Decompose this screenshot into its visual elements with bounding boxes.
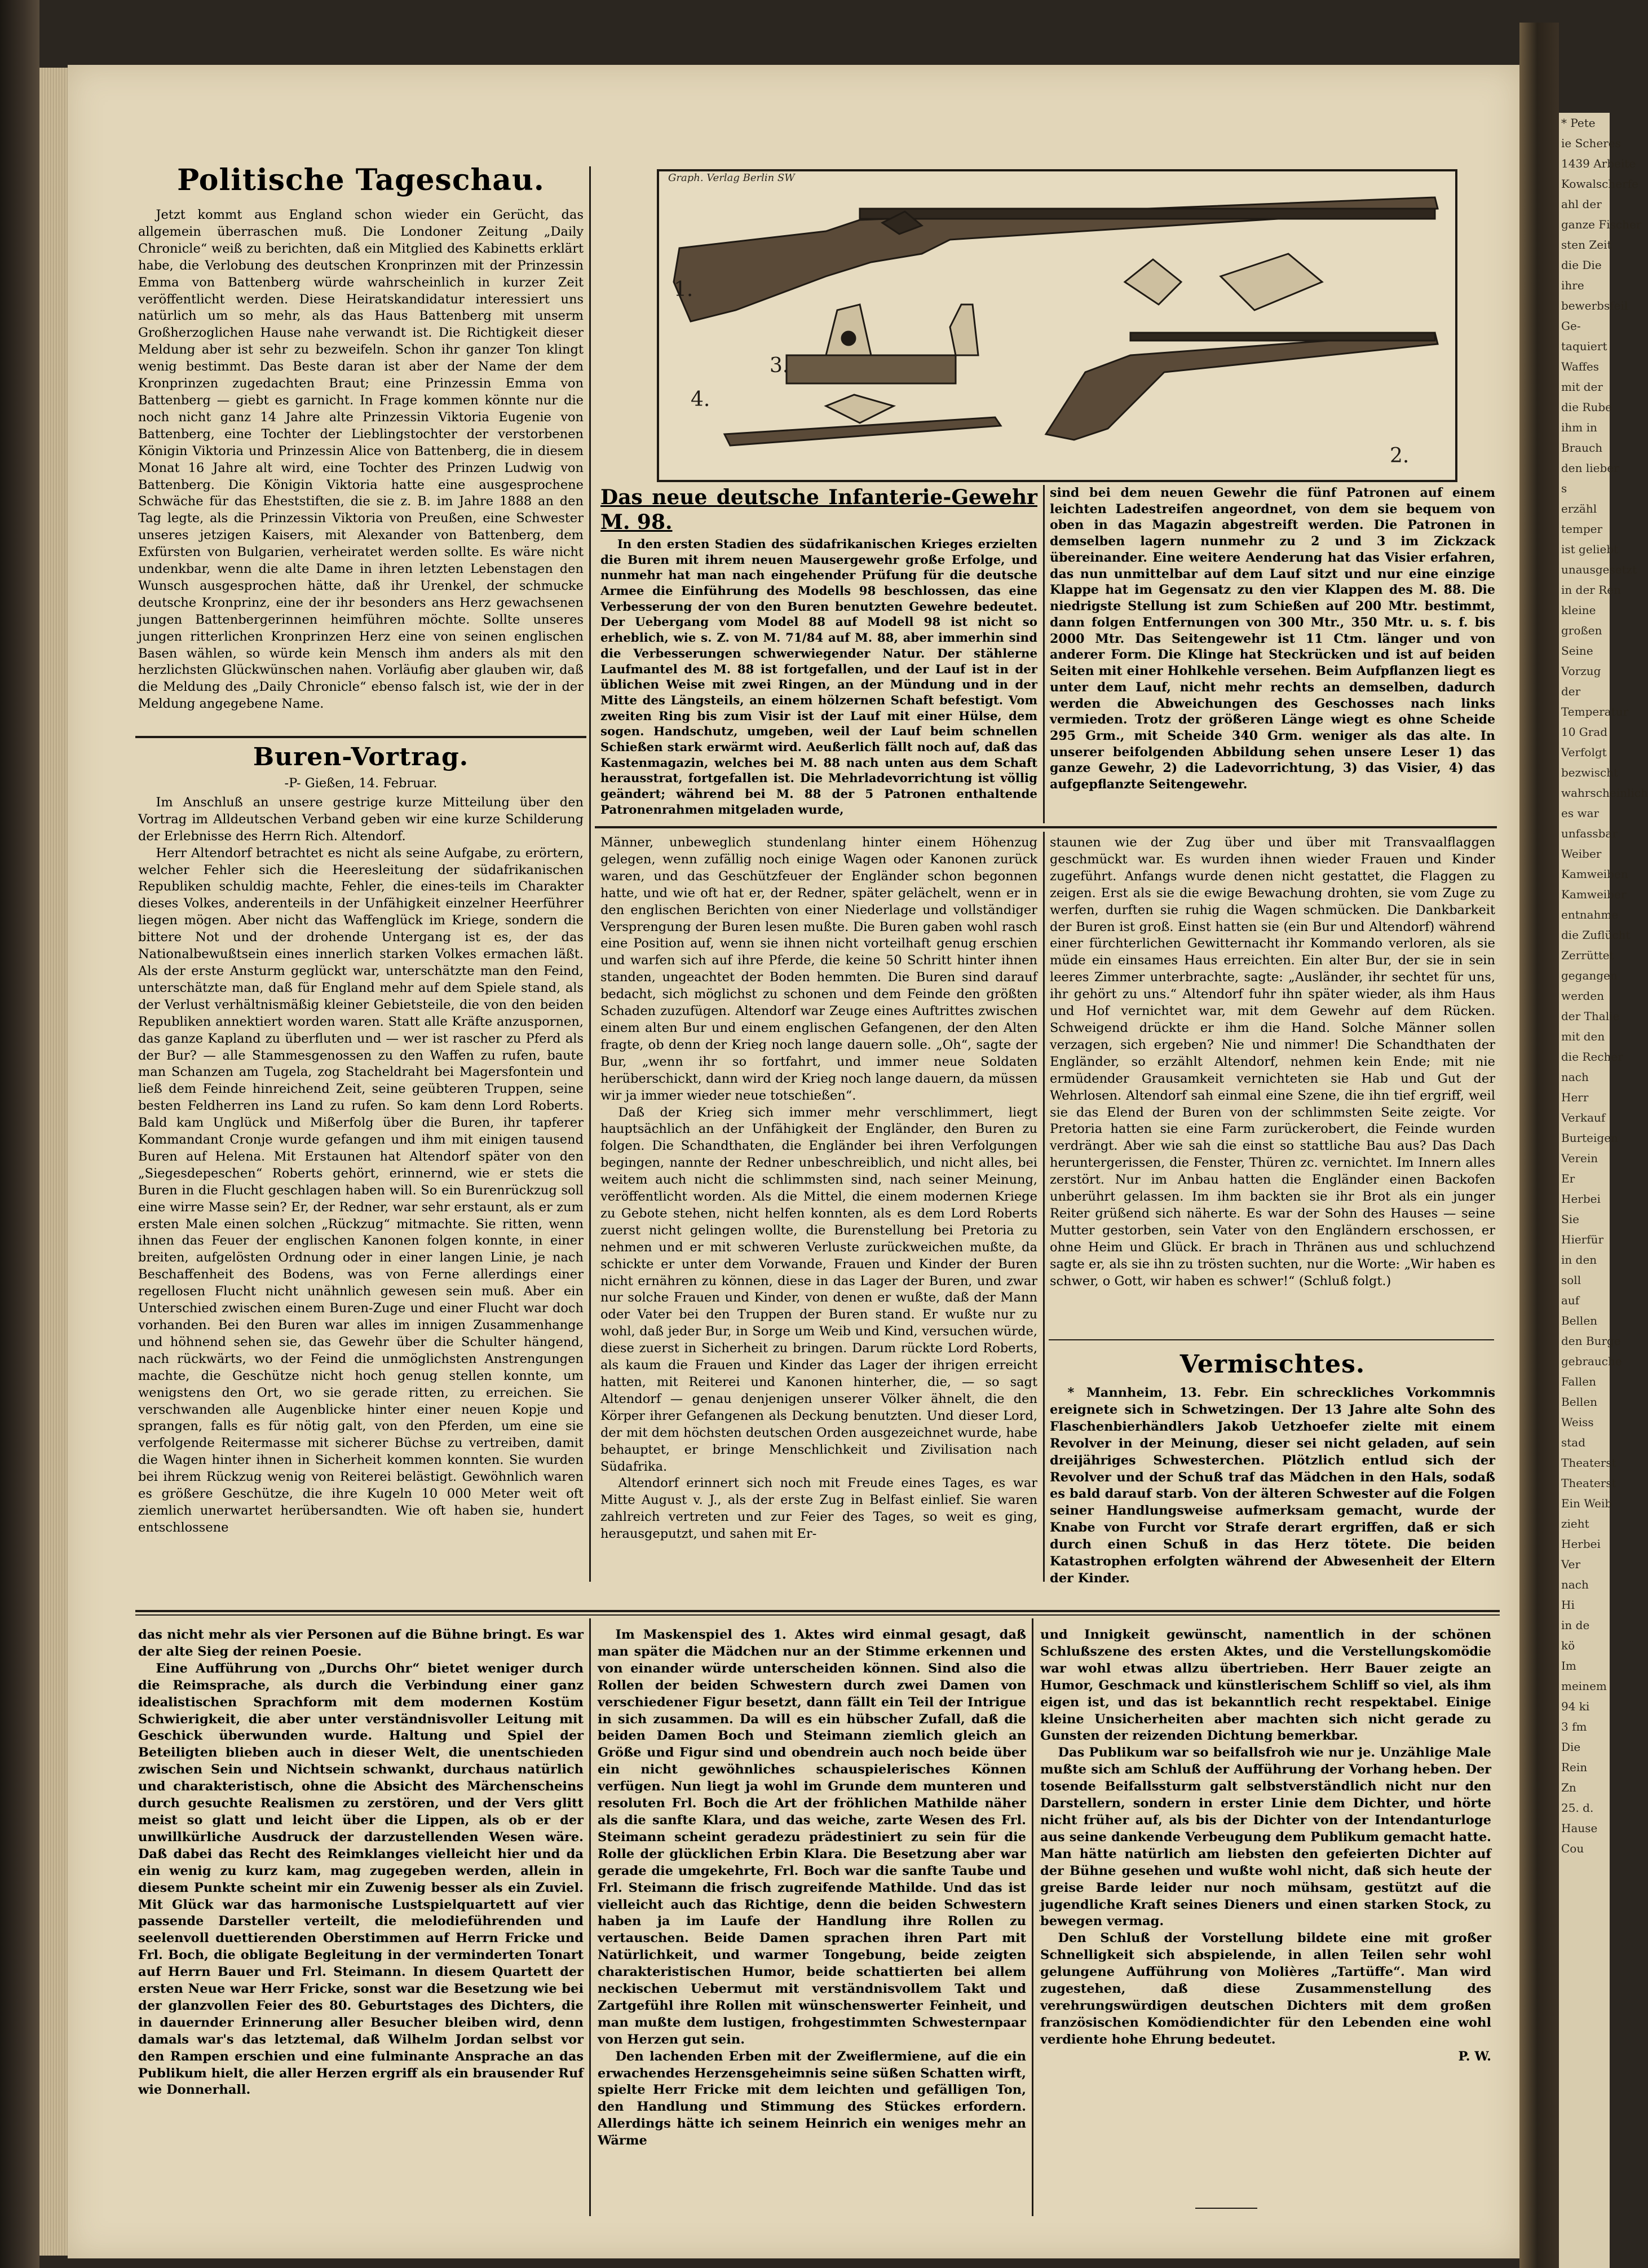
facing-page-text-fragment: Sie xyxy=(1561,1212,1579,1226)
facing-page-text-fragment: bewerbsfeil xyxy=(1561,299,1628,312)
facing-page-text-fragment: s xyxy=(1561,482,1567,495)
facing-page-text-fragment: * Pete xyxy=(1561,116,1596,130)
facing-page-text-fragment: Weiber xyxy=(1561,847,1602,861)
facing-page-text-fragment: Seine xyxy=(1561,644,1593,658)
article-paragraph: Im Maskenspiel des 1. Aktes wird einmal gesagt, daß man später die Mädchen nur an der Stimme erkennen und von einander würde unterscheiden können. Sind also die Rollen der beiden Schwestern durch zwei Damen von verschiedener Figur besetzt, dann fällt ein Teil der Intrigue in sich zusammen. Da will es ein hübscher Zufall, daß die beiden Damen Boch und Steimann ziemlich gleich an Größe und Figur sind und obendrein auch noch beide über ein nicht gewöhnliches schauspielerisches Können verfügen. Nun liegt ja wohl im Grunde dem munteren und resoluten Frl. Boch die Art der fröhlichen Mathilde näher als die sanfte Klara, und das weiche, zarte Wesen des Frl. Steimann scheint geradezu prädestiniert zu sein für die Rolle der glücklichen Erbin Klara. Die Besetzung aber war gerade die umgekehrte, Frl. Boch war die sanfte Taube und Frl. Steimann die frisch zugreifende Mathilde. Und das ist vielleicht auch das Richtige, denn die beiden Schwestern haben ja im Laufe der Handlung ihre Rollen zu vertauschen. Beide Damen sprachen ihren Part mit Natürlichkeit, und warmer Tongebung, beide zeigten charakteristischen Humor, beide schattierten bei allem neckischen Uebermut mit verständnisvollem Takt und Zartgefühl ihre Rollen mit wünschenswerter Feinheit, und man mußte dem lustigen, frohgestimmten Schwesternpaar von Herzen gut sein. xyxy=(598,1627,1026,2047)
left-column-lower xyxy=(138,742,584,1537)
facing-page-text-fragment: ihre xyxy=(1561,279,1584,292)
figure-label-1: 1. xyxy=(674,278,693,301)
column-rule-left xyxy=(589,166,591,1582)
facing-page-text-fragment: Verein xyxy=(1561,1151,1598,1165)
right-upper-column xyxy=(1050,485,1495,793)
facing-page-text-fragment: meinem xyxy=(1561,1679,1607,1693)
column-rule-bottom-right xyxy=(1032,1618,1033,2216)
right-lower-column xyxy=(1050,835,1495,1290)
facing-page-text-fragment: 25. d. xyxy=(1561,1801,1594,1815)
facing-page-text-fragment: Cou xyxy=(1561,1842,1584,1855)
facing-page-text-fragment: den lieber xyxy=(1561,461,1619,475)
article-paragraph: Altendorf erinnert sich noch mit Freude eines Tages, es war Mitte August v. J., als der erste Zug in Belfast einlief. Sie waren zahlreich vertreten und zur Feier des Tages, so weit es ging, herausgeputzt, und sahen mit Er- xyxy=(600,1476,1037,1542)
column-rule-upper-mid xyxy=(1043,485,1045,823)
facing-page-text-fragment: 1439 Arbeite xyxy=(1561,157,1636,170)
facing-page-text-fragment: die Rube xyxy=(1561,400,1612,414)
left-column xyxy=(138,161,584,713)
facing-page-text-fragment: ist geliebt xyxy=(1561,542,1619,556)
article-paragraph: Herr Altendorf betrachtet es nicht als seine Aufgabe, zu erörtern, welcher Fehler sich die Heeresleitung der südafrikanischen Republiken schuldig machte, Fehler, die eines-teils im Charakter dieses Volkes, anderenteils in der Unfähigkeit einzelner Heerführer liegen mögen. Aber nicht das Waffenglück im Kriege, sondern die bittere Not und der drohende Untergang ist es, der das Nationalbewußtsein eines innerlich starken Volkes ermachen läßt. Als der erste Ansturm geglückt war, unterschätzte man den Feind, unterschätzte man, daß für England mehr auf dem Spiele stand, als der Verlust verhältnismäßig kleiner Gebietsteile, die von den beiden Republiken annektiert worden waren. Statt alle Kräfte anzuspornen, das ganze Kapland zu überfluten und — wer ist rascher zu Pferd als der Bur? — alle Stammesgenossen zu den Waffen zu rufen, baute man Schanzen am Tugela, zog Stacheldraht bei Magersfontein und ließ dem Feinde hinreichend Zeit, seine geübteren Truppen, seine besten Feldherren ins Land zu rufen. So kam denn Lord Roberts. Bald kam Unglück und Mißerfolg über die Buren, ihr tapferer Kommandant Cronje wurde gefangen und ihm mit einigen tausend Buren auf Helena. Mit Erstaunen hat Altendorf später von den „Siegesdepeschen“ Roberts gehört, erinnernd, wie er stets die Buren in die Flucht geschlagen haben will. So ein Burenrückzug soll eine wirre Masse sein? Er, der Redner, war sehr erstaunt, als er zum ersten Male einen solchen „Rückzug“ mitmachte. Sie ritten, wenn ihnen das Feuer der englischen Kanonen folgen konnte, in einer breiten, aufgelösten Ordnung oder in einer langen Linie, je nach Beschaffenheit des Bodens, was von Ferne allerdings einer regellosen Flucht nicht unähnlich gewesen sein muß. Aber ein Unterschied zwischen einem Buren-Zuge und einer Flucht war doch vorhanden. Bei den Buren war alles im innigen Zusammenhange und höhnend sehen sie, das Gewehr über die Schulter hängend, nach rückwärts, wo der Feind die unmöglichsten Anstrengungen machte, die Geschütze nicht hoch genug stellen konnte, um wenigstens den Ort, wo sie gerade ritten, zu erreichen. Sie verschwanden alle Augenblicke hinter einer neuen Kopje und sprangen, falls es für nötig galt, von den Pferden, um eine sie verfolgende Reitermasse mit sicherer Büchse zu vertreiben, damit die Wagen hinter ihnen in Sicherheit kommen konnten. Sie wurden bei ihrem Rückzug wenig von Reiterei belästigt. Gewöhnlich waren es größere Geschütze, die ihre Kugeln 10 000 Meter weit oft ziemlich unerwartet herübersandten. Wie oft haben sie, hundert entschlossene xyxy=(138,845,584,1535)
heading-politische-tagesschau: Politische Tageschau. xyxy=(177,163,545,197)
column-rule-lower-mid xyxy=(1043,832,1045,1582)
facing-page-fragment xyxy=(1559,113,1648,2268)
facing-page-text-fragment: unfassbar xyxy=(1561,827,1618,840)
facing-page-text-fragment: gebrauche xyxy=(1561,1354,1622,1368)
facing-page-text-fragment: die Die xyxy=(1561,258,1602,272)
facing-page-text-fragment: Ge- xyxy=(1561,319,1581,333)
facing-page-text-fragment: Brauch xyxy=(1561,441,1603,455)
facing-page-text-fragment: der xyxy=(1561,685,1581,698)
book-binding xyxy=(0,0,39,2268)
facing-page-text-fragment: Hause xyxy=(1561,1821,1598,1835)
article-paragraph: staunen wie der Zug über und über mit Transvaalflaggen geschmückt war. Es wurden ihnen wieder Frauen und Kinder zugeführt. Anfangs wurde denen nicht gestattet, die Flaggen zu zeigen. Erst als sie die ewige Bewachung drohten, sie vom Zuge zu werfen, durften sie ruhig die Wagen schmücken. Die Dankbarkeit der Buren ist groß. Einst hatten sie (ein Bur und Altendorf) während einer fürchterlichen Gewitternacht ihr Kommando verloren, als sie müde ein einsames Haus erreichten. Ein alter Bur, der sie in sein leeres Zimmer unterbrachte, sagte: „Ausländer, ihr sechtet für uns, ihr gehört zu uns.“ Altendorf fuhr ihn später wieder, als ihm Haus und Hof vernichtet war, mit dem Gewehr auf dem Rücken. Schweigend drückte er ihm die Hand. Solche Männer sollen verzagen, sich ergeben? Nie und nimmer! Die Schandthaten der Engländer, so erzählt Altendorf, nehmen kein Ende; mit nie ermüdender Grausamkeit vernichteten sie Hab und Gut der Wehrlosen. Altendorf sah einmal eine Szene, die ihn tief ergriff, weil sie das Elend der Buren von der schlimmsten Seite zeigte. Vor Pretoria hatten sie eine Farm zurückerobert, die Feinde wurden verdrängt. Aber wie sah die einst so stattliche Bau aus? Das Dach heruntergerissen, die Fenster, Thüren zc. vernichtet. Im Innern alles zerstört. Nur im Anbau hatten die Engländer einen Backofen unberührt gelassen. Im ihm backten sie ihr Brot als ein junger Reiter grüßend sich näherte. Es war der Sohn des Hauses — seine Mutter gestorben, sein Vater von den Engländern erschossen, er ohne Heim und Glück. Er brach in Thränen aus und schluchzend sagte er, als sie ihn zu trösten suchten, nur die Worte: „Wir haben es schwer, o Gott, wir haben es schwer!“ (Schluß folgt.) xyxy=(1050,835,1495,1289)
facing-page-text-fragment: nach xyxy=(1561,1070,1589,1084)
end-rule xyxy=(1195,2208,1257,2209)
right-lower-vermischtes xyxy=(1050,1348,1495,1587)
facing-page-text-fragment: ahl der xyxy=(1561,197,1602,211)
facing-page-text-fragment: entnahme xyxy=(1561,908,1619,921)
facing-page-text-fragment: es war xyxy=(1561,806,1600,820)
facing-page-text-fragment: Hierfür xyxy=(1561,1233,1604,1246)
page-edges xyxy=(39,68,70,2256)
signoff: P. W. xyxy=(1458,2049,1491,2064)
facing-page-text-fragment: Theaterst xyxy=(1561,1476,1616,1490)
facing-page-text-fragment: erzähl xyxy=(1561,502,1597,515)
facing-page-text-fragment: ihm in xyxy=(1561,421,1597,434)
article-paragraph: In den ersten Stadien des südafrikanischen Krieges erzielten die Buren mit ihrem neuen Mausergewehr große Erfolge, und nunmehr hat man nach eingehender Prüfung für die deutsche Armee die Einführung des Modells 98 beschlossen, das eine Verbesserung der von den Buren benutzten Gewehre bedeutet. Der Uebergang vom Model 88 auf Modell 98 ist nicht so erheblich, wie s. Z. von M. 71/84 auf M. 88, aber immerhin sind die Verbesserungen schwerwiegender Natur. Der stählerne Laufmantel des M. 88 ist fortgefallen, und der Lauf ist in der üblichen Weise mit zwei Ringen, an der Mündung und in der Mitte des Längsteils, an einem hölzernen Schaft befestigt. Vom zweiten Ring bis zum Visir ist der Lauf mit einer Hülse, dem sogen. Handschutz, umgeben, weil der Lauf beim schnellen Schießen stark erwärmt wird. Aeußerlich fällt noch auf, daß das Kastenmagazin, welches bei M. 88 nach unten aus dem Schaft herausstrat, fortgefallen ist. Die Mehrladevorrichtung ist völlig geändert; während bei M. 88 der 5 Patronen enthaltende Patronenrahmen mitgeladen wurde, xyxy=(600,537,1037,817)
facing-page-text-fragment: kö xyxy=(1561,1639,1575,1652)
facing-page-text-fragment: mit der xyxy=(1561,380,1603,394)
facing-page-text-fragment: Vorzug xyxy=(1561,664,1601,678)
facing-page-text-fragment: Fallen xyxy=(1561,1375,1596,1388)
facing-page-text-fragment: ganze Fischer xyxy=(1561,218,1642,231)
facing-page-text-fragment: Er xyxy=(1561,1172,1575,1185)
horizontal-rule-vermischtes xyxy=(1049,1339,1494,1340)
rifle-illustration xyxy=(657,169,1457,482)
facing-page-text-fragment: den Burge xyxy=(1561,1334,1621,1348)
facing-page-text-fragment: Herr xyxy=(1561,1091,1589,1104)
facing-page-text-fragment: Im xyxy=(1561,1659,1576,1673)
facing-page-text-fragment: Bellen xyxy=(1561,1314,1598,1327)
facing-page-text-fragment: Burteigen xyxy=(1561,1131,1618,1145)
middle-lower-column xyxy=(600,835,1037,1543)
facing-page-text-fragment: 3 fm xyxy=(1561,1720,1587,1733)
article-paragraph: Daß der Krieg sich immer mehr verschlimmert, liegt hauptsächlich an der Unfähigkeit der Engländer, den Buren zu folgen. Die Schandthaten, die Engländer bei ihren Verfolgungen begingen, nannte der Redner unbeschreiblich, und nicht alles, bei weitem auch nicht die schlimmsten sind, nach seiner Meinung, veröffentlicht worden. Als die Mittel, die einem modernen Kriege zu Gebote stehen, nicht helfen konnten, als es dem Lord Roberts zuerst nicht gelingen wollte, die Burenstellung bei Pretoria zu nehmen und er mit schweren Verluste zurückweichen mußte, da schickte er unter dem Vorwande, Frauen und Kinder der Buren nicht ernähren zu können, diese in das Lager der Buren, und zwar nur solche Frauen und Kinder, von denen er wußte, daß der Mann oder Vater bei den Truppen der Buren stand. Er wußte nur zu wohl, daß jeder Bur, in Sorge um Weib und Kind, versuchen würde, diese zuerst in Sicherheit zu bringen. Darum rückte Lord Roberts, als kaum die Frauen und Kinder das Lager der ihrigen erreicht hatten, mit Reiterei und Kanonen hinterher, die, — so sagt Altendorf — genau denjenigen unserer Völker ähnelt, die den Körper ihrer Gefangenen als Deckung benutzten. Und dieser Lord, der mit dem höchsten deutschen Orden ausgezeichnet wurde, habe behauptet, er bringe Menschlichkeit und Zivilisation nach Südafrika. xyxy=(600,1105,1037,1474)
bottom-right-column xyxy=(1040,1627,1491,2066)
bottom-left-column xyxy=(138,1627,584,2099)
facing-page-text-fragment: gegangen xyxy=(1561,969,1618,982)
heading-buren-vortrag: Buren-Vortrag. xyxy=(253,743,469,771)
facing-page-text-fragment: Zerrüttet xyxy=(1561,948,1614,962)
facing-page-text-fragment: sten Zeit xyxy=(1561,238,1612,251)
facing-page-text-fragment: Kamweiben xyxy=(1561,867,1628,881)
article-paragraph: und Innigkeit gewünscht, namentlich in der schönen Schlußszene des ersten Aktes, und die Verstellungskomödie war wohl etwas allzu übertrieben. Herr Bauer zeigte an Humor, Geschmack und künstlerischem Schliff so viel, als ihm eigen ist, und das ist bekanntlich recht respektabel. Einige kleine Unsicherheiten aber machten sich nicht gerade zu Gunsten der reizenden Dichtung bemerkbar. xyxy=(1040,1627,1491,1744)
facing-page-text-fragment: Theaterst xyxy=(1561,1456,1616,1470)
figure-label-4: 4. xyxy=(691,388,710,411)
horizontal-rule-feuilleton-2 xyxy=(135,1614,1500,1616)
facing-page-text-fragment: Kowalscherfe xyxy=(1561,177,1638,191)
facing-page-text-fragment: 10 Grad xyxy=(1561,725,1608,739)
facing-page-text-fragment: werden xyxy=(1561,989,1605,1003)
facing-page-text-fragment: Weiss xyxy=(1561,1415,1594,1429)
column-rule-bottom-left xyxy=(589,1618,591,2216)
book-gutter xyxy=(1519,23,1559,2268)
article-paragraph: Männer, unbeweglich stundenlang hinter einem Höhenzug gelegen, wenn zufällig noch einige Wagen oder Kanonen zurück waren, und das Geschützfeuer der Engländer schon begonnen hatte, und wie oft hat er, der Redner, später gelächelt, wenn er in den englischen Berichten von einer Niederlage und vollständiger Versprengung der Buren lesen mußte. Die Buren gaben wohl rasch eine Position auf, wenn sie ihnen nicht vorteilhaft genug erschien und warfen sich auf ihre Pferde, die keine 50 Schritt hinter ihnen standen, ungeachtet der Boden hemmten. Die Buren sind darauf bedacht, sich möglichst zu schonen und dem Feinde den größten Schaden zuzufügen. Altendorf war Zeuge eines Auftrittes zwischen einem alten Bur und einem englischen Gefangenen, der den Alten fragte, ob denn der Krieg noch lange dauern solle. „Oh“, sagte der Bur, „wenn ihr so fortfahrt, und immer neue Soldaten herüberschickt, dann wird der Krieg noch lange dauern, da müssen wir ja immer wieder neue totschießen“. xyxy=(600,835,1037,1103)
facing-page-text-fragment: Temperatur xyxy=(1561,705,1629,718)
bottom-middle-column xyxy=(598,1627,1026,2150)
facing-page-text-fragment: Herbei xyxy=(1561,1537,1601,1551)
facing-page-text-fragment: großen xyxy=(1561,624,1602,637)
facing-page-text-fragment: in de xyxy=(1561,1618,1590,1632)
facing-page-text-fragment: 94 ki xyxy=(1561,1700,1590,1713)
facing-page-text-fragment: ie Scheres xyxy=(1561,136,1621,150)
facing-page-text-fragment: bezwischt xyxy=(1561,766,1619,779)
facing-page-text-fragment: mit den xyxy=(1561,1030,1605,1043)
facing-page-text-fragment: taquiert xyxy=(1561,339,1607,353)
facing-page-text-fragment: Kamweiber xyxy=(1561,888,1627,901)
article-paragraph: Das Publikum war so beifallsfroh wie nur je. Unzählige Male mußte sich am Schluß der Aufführung der Vorhang heben. Der tosende Beifallssturm galt selbstverständlich nicht nur den Darstellern, sondern in erster Linie dem Dichter, und hörte nicht früher auf, als bis der Dichter von der Intendanturloge aus seine dankende Verbeugung dem Publikum gemacht hatte. Man hätte natürlich am liebsten den gefeierten Dichter auf der Bühne gesehen und wußte wohl nicht, daß sich heute der greise Barde leider nur noch mühsam, gestützt auf die jugendliche Kraft seines Dieners und einen starken Stock, zu bewegen vermag. xyxy=(1040,1745,1491,1929)
facing-page-text-fragment: Verfolgt xyxy=(1561,745,1607,759)
facing-page-text-fragment: Waffes xyxy=(1561,360,1600,373)
article-paragraph: sind bei dem neuen Gewehr die fünf Patronen auf einem leichten Ladestreifen angeordnet, von dem sie bequem von oben in das Magazin abgestreift werden. Die Patronen in demselben lagern nunmehr zu 2 und 3 im Zickzack übereinander. Eine weitere Aenderung hat das Visier erfahren, das nun unmittelbar auf dem Lauf sitzt und nur eine einzige Klappe hat im Gegensatz zu den vier Klappen des M. 88. Die niedrigste Stellung ist zum Schießen auf 200 Mtr. bestimmt, dann folgen Entfernungen von 300 Mtr., 350 Mtr. u. s. f. bis 2000 Mtr. Das Seitengewehr ist 11 Ctm. länger und von anderer Form. Die Klinge hat Steckrücken und ist auf beiden Seiten mit einer Hohlkehle versehen. Beim Aufpflanzen liegt es unter dem Lauf, nicht mehr rechts an demselben, dadurch werden die Abweichungen des Geschosses nach links vermieden. Trotz der größeren Länge wiegt es ohne Scheide 295 Grm., mit Scheide 340 Grm. weniger als das alte. In unserer beifolgenden Abbildung sehen unsere Leser 1) das ganze Gewehr, 2) die Ladevorrichtung, 3) das Visier, 4) das aufgepflanzte Seitengewehr. xyxy=(1050,486,1495,792)
facing-page-text-fragment: die Recher xyxy=(1561,1050,1623,1064)
facing-page-text-fragment: Ver xyxy=(1561,1557,1581,1571)
facing-page-text-fragment: Verkauf xyxy=(1561,1111,1606,1124)
middle-upper-column xyxy=(600,485,1037,818)
facing-page-text-fragment: in den xyxy=(1561,1253,1597,1267)
facing-page-text-fragment: Rein xyxy=(1561,1760,1588,1774)
facing-page-text-fragment: Bellen xyxy=(1561,1395,1598,1409)
facing-page-text-fragment: kleine xyxy=(1561,603,1596,617)
article-paragraph: Jetzt kommt aus England schon wieder ein Gerücht, das allgemein überraschen muß. Die Londoner Zeitung „Daily Chronicle“ weiß zu berichten, daß ein Mitglied des Kabinetts erklärt habe, die Verlobung des deutschen Kronprinzen mit der Prinzessin Emma von Battenberg würde wahrscheinlich in kurzer Zeit veröffentlicht werden. Diese Heiratskandidatur interessiert uns natürlich um so mehr, als das Haus Battenberg mit unserm Großherzoglichen Hause nahe verwandt ist. Die Richtigkeit dieser Meldung aber ist sehr zu bezweifeln. Schon ihr ganzer Ton klingt wenig bestimmt. Das Beste daran ist aber der Name der dem Kronprinzen zugedachten Braut; eine Prinzessin Emma von Battenberg — giebt es garnicht. In Frage kommen könnte nur die noch nicht ganz 14 Jahre alte Prinzessin Viktoria Eugenie von Battenberg, eine Tochter der Lieblingstochter der verstorbenen Königin Viktoria und Prinzessin Alice von Battenberg, die in diesem Monat 16 Jahre alt wird, eine Tochter des Prinzen Ludwig von Battenberg. Die Königin Viktoria hatte eine ausgesprochene Schwäche für das Eheststiften, die sie z. B. im Jahre 1888 an den Tag legte, als die Prinzessin Viktoria von Preußen, eine Schwester unseres jetzigen Kaisers, mit Alexander von Battenberg, dem Exfürsten von Bulgarien, verheiratet werden sollte. Es wäre nicht undenkbar, wenn die alte Dame in ihren letzten Lebenstagen den Wunsch ausgesprochen hätte, daß ihr Urenkel, der schmucke deutsche Kronprinz, eine der ihr besonders ans Herz gewachsenen jungen Battenbergerinnen heimführen möchte. Sollte unseres jungen ritterlichen Kronprinzen Herz eine von seinen englischen Basen wählen, so würde kein Mensch ihm anders als mit den herzlichsten Glückwünschen nahen. Vorläufig aber glauben wir, daß die Meldung des „Daily Chronicle“ ebenso falsch ist, wie der in der Meldung angegebene Name. xyxy=(138,208,584,712)
heading-vermischtes: Vermischtes. xyxy=(1179,1350,1366,1379)
horizontal-rule-middle xyxy=(595,826,1497,828)
figure-label-2: 2. xyxy=(1390,444,1410,467)
facing-page-text-fragment: in der Ren xyxy=(1561,583,1621,597)
facing-page-text-fragment: Herbei xyxy=(1561,1192,1601,1206)
horizontal-rule-left xyxy=(135,736,586,738)
facing-page-text-fragment: zieht xyxy=(1561,1517,1589,1530)
article-paragraph: * Mannheim, 13. Febr. Ein schreckliches Vorkommnis ereignete sich in Schwetzingen. Der 13 Jahre alte Sohn des Flaschenbierhändlers Jakob Uetzhoefer zielte mit einem Revolver in der Meinung, dieser sei nicht geladen, auf sein dreijähriges Schwesterchen. Plötzlich entlud sich der Revolver und der Schuß traf das Mädchen in den Hals, sodaß es bald darauf starb. Von der älteren Schwester auf die Folgen seiner Handlungsweise aufmerksam gemacht, wurde der Knabe von Furcht vor Strafe derart ergriffen, daß er sich durch einen Schuß in das Herz tötete. Die beiden Katastrophen erfolgten während der Abwesenheit der Eltern der Kinder. xyxy=(1050,1385,1495,1586)
illustration-credit: Graph. Verlag Berlin SW xyxy=(668,172,795,184)
facing-page-text-fragment: unausgesetzt xyxy=(1561,563,1637,576)
article-paragraph: Den Schluß der Vorstellung bildete eine mit großer Schnelligkeit sich abspielende, in allen Teilen sehr wohl gelungene Aufführung von Molières „Tartüffe“. Man wird zugestehen, daß diese Zusammenstellung des verehrungswürdigen deutschen Dichters mit dem großen französischen Komödiendichter für den Lebenden eine wohl verdiente hohe Ehrung bedeutet. xyxy=(1040,1931,1491,2047)
facing-page-text-fragment: auf xyxy=(1561,1294,1580,1307)
facing-page-text-fragment: temper xyxy=(1561,522,1603,536)
facing-page-text-fragment: Zn xyxy=(1561,1781,1576,1794)
facing-page-text-fragment: Die xyxy=(1561,1740,1581,1754)
figure-label-3: 3. xyxy=(770,354,789,377)
article-paragraph: Im Anschluß an unsere gestrige kurze Mitteilung über den Vortrag im Alldeutschen Verband geben wir eine kurze Schilderung der Erlebnisse des Herrn Rich. Altendorf. xyxy=(138,795,584,844)
facing-page-text-fragment: stad xyxy=(1561,1436,1586,1449)
horizontal-rule-feuilleton xyxy=(135,1610,1500,1612)
article-paragraph: das nicht mehr als vier Personen auf die Bühne bringt. Es war der alte Sieg der reinen Poesie. xyxy=(138,1627,584,1659)
facing-page-text-fragment: soll xyxy=(1561,1273,1581,1287)
dateline: -P- Gießen, 14. Februar. xyxy=(284,776,438,791)
facing-page-text-fragment: der Thalie xyxy=(1561,1009,1620,1023)
facing-page-text-fragment: nach xyxy=(1561,1578,1589,1591)
article-paragraph: Den lachenden Erben mit der Zweiflermiene, auf die ein erwachendes Herzensgeheimnis seine süßen Schatten wirft, spielte Herr Fricke mit dem leichten und gefälligen Ton, den Handlung und Stimmung des Stückes erfordern. Allerdings hätte ich seinem Heinrich ein weniges mehr an Wärme xyxy=(598,2049,1026,2148)
facing-page-text-fragment: Hi xyxy=(1561,1598,1575,1612)
facing-page-text-fragment: die Zuflücht xyxy=(1561,928,1631,942)
heading-infanterie-gewehr: Das neue deutsche Infanterie-Gewehr M. 98. xyxy=(600,486,1037,534)
facing-page-text-fragment: Ein Weib xyxy=(1561,1497,1612,1510)
article-paragraph: Eine Aufführung von „Durchs Ohr“ bietet weniger durch die Reimsprache, als durch die Verbindung einer ganz idealistischen Sprachform mit dem modernen Kostüm Schwierigkeit, die aber unter verständnisvoller Leitung mit Geschick überwunden wurde. Haltung und Spiel der Beteiligten blieben auch in dieser Welt, die unentschieden zwischen Sein und Nichtsein schwankt, durchaus natürlich und charakteristisch, ohne die Absicht des Märchenscheins durch gesuchte Realismen zu zerstören, und der Vers glitt meist so glatt und leicht über die Lippen, als ob er der unwillkürliche Ausdruck der darzustellenden Wesen wäre. Daß dabei das Recht des Reimklanges vielleicht hier und da ein wenig zu kurz kam, mag zugegeben werden, allein in diesem Punkte scheint mir ein Zuwenig besser als ein Zuviel. Mit Glück war das harmonische Lustspielquartett auf vier passende Darsteller verteilt, die melodieführenden und seelenvoll duettierenden Oberstimmen auf Herrn Fricke und Frl. Boch, die obligate Begleitung in der verminderten Tonart auf Herrn Bauer und Frl. Steimann. In diesem Quartett der ersten Neue war Herr Fricke, sonst war die Besetzung wie bei der glanzvollen Feier des 80. Geburtstages des Dichters, die in dauernder Erinnerung aller Besucher bleiben wird, denn damals war's das letztemal, daß Wilhelm Jordan selbst vor den Rampen erschien und eine fulminante Ansprache an das Publikum hielt, die aller Herzen ergriff als ein brausender Ruf wie Donnerhall. xyxy=(138,1661,584,2098)
facing-page-text-fragment: wahrscheinlich xyxy=(1561,786,1648,800)
